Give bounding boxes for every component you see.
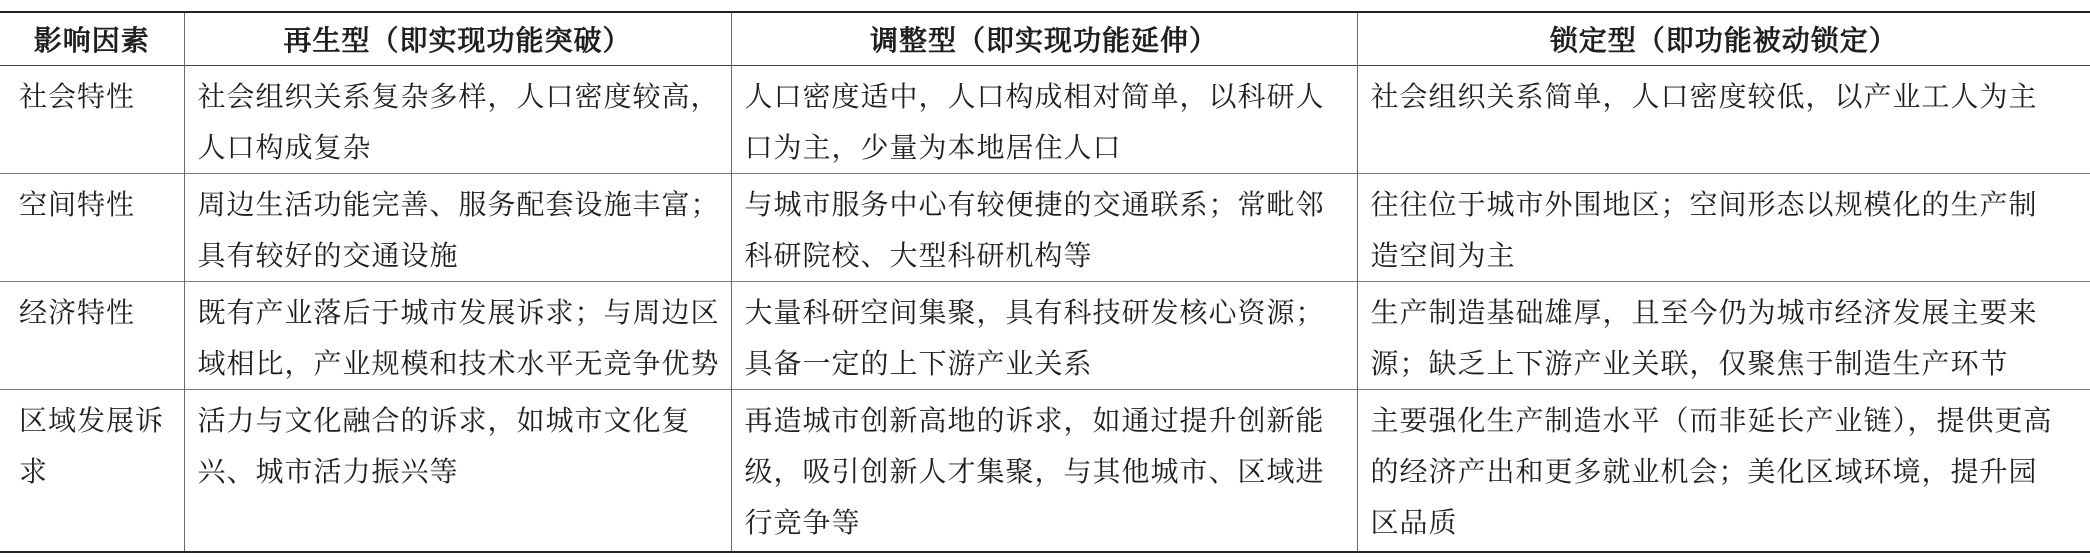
- cell-line: 再造城市创新高地的诉求，如通过提升创新能: [744, 403, 1325, 437]
- adjustive-cell: [731, 65, 1357, 173]
- locked-cell: [1357, 281, 2090, 389]
- adjustive-cell: [731, 173, 1357, 281]
- cell-line: 往往位于城市外围地区；空间形态以规模化的生产制: [1370, 187, 2038, 221]
- cell-line: 活力与文化融合的诉求，如城市文化复: [197, 403, 691, 437]
- cell-line: 区品质: [1370, 505, 1458, 539]
- cell-line: 源；缺乏上下游产业关联，仅聚焦于制造生产环节: [1370, 346, 2009, 380]
- cell-line: 既有产业落后于城市发展诉求；与周边区: [197, 295, 720, 329]
- adjustive-cell: [731, 281, 1357, 389]
- cell-line: 社会特性: [19, 79, 136, 113]
- factor-cell: [0, 173, 184, 281]
- cell-line: 具有较好的交通设施: [197, 238, 459, 272]
- cell-line: 人口构成复杂: [197, 130, 372, 164]
- cell-line: 求: [19, 454, 49, 488]
- cell-line: 具备一定的上下游产业关系: [744, 346, 1093, 380]
- cell-line: 级，吸引创新人才集聚，与其他城市、区域进: [744, 454, 1325, 488]
- factor-cell: [0, 65, 184, 173]
- factor-cell: [0, 389, 184, 552]
- cell-line: 科研院校、大型科研机构等: [744, 238, 1093, 272]
- regenerative-cell: [184, 173, 731, 281]
- cell-line: 口为主，少量为本地居住人口: [744, 130, 1122, 164]
- regenerative-cell: [184, 281, 731, 389]
- cell-line: 周边生活功能完善、服务配套设施丰富；: [197, 187, 720, 221]
- cell-line: 社会组织关系复杂多样，人口密度较高，: [197, 79, 720, 113]
- factor-cell: [0, 281, 184, 389]
- header-cell-adjustive: 调整型（即实现功能延伸）: [731, 12, 1357, 65]
- cell-line: 人口密度适中，人口构成相对简单，以科研人: [744, 79, 1325, 113]
- cell-line: 生产制造基础雄厚，且至今仍为城市经济发展主要来: [1370, 295, 2038, 329]
- table-row: [0, 281, 2090, 389]
- cell-line: 兴、城市活力振兴等: [197, 454, 459, 488]
- cell-line: 社会组织关系简单，人口密度较低，以产业工人为主: [1370, 79, 2038, 113]
- locked-cell: [1357, 65, 2090, 173]
- cell-line: 区域发展诉: [19, 403, 165, 437]
- comparison-table: [0, 11, 2090, 553]
- regenerative-cell: [184, 389, 731, 552]
- regenerative-cell: [184, 65, 731, 173]
- table-row: [0, 389, 2090, 552]
- cell-line: 与城市服务中心有较便捷的交通联系；常毗邻: [744, 187, 1325, 221]
- header-cell-locked: 锁定型（即功能被动锁定）: [1357, 12, 2090, 65]
- header-cell-factor: 影响因素: [0, 12, 184, 65]
- cell-line: 空间特性: [19, 187, 136, 221]
- locked-cell: [1357, 173, 2090, 281]
- cell-line: 行竞争等: [744, 505, 861, 539]
- table-row: [0, 173, 2090, 281]
- cell-line: 域相比，产业规模和技术水平无竞争优势: [197, 346, 720, 380]
- cell-line: 主要强化生产制造水平（而非延长产业链），提供更高: [1370, 403, 2053, 437]
- header-row: [0, 12, 2090, 65]
- cell-line: 经济特性: [19, 295, 136, 329]
- cell-line: 的经济产出和更多就业机会；美化区域环境，提升园: [1370, 454, 2038, 488]
- cell-line: 大量科研空间集聚，具有科技研发核心资源；: [744, 295, 1325, 329]
- header-cell-regenerative: 再生型（即实现功能突破）: [184, 12, 731, 65]
- locked-cell: [1357, 389, 2090, 552]
- cell-line: 造空间为主: [1370, 238, 1516, 272]
- table-row: [0, 65, 2090, 173]
- adjustive-cell: [731, 389, 1357, 552]
